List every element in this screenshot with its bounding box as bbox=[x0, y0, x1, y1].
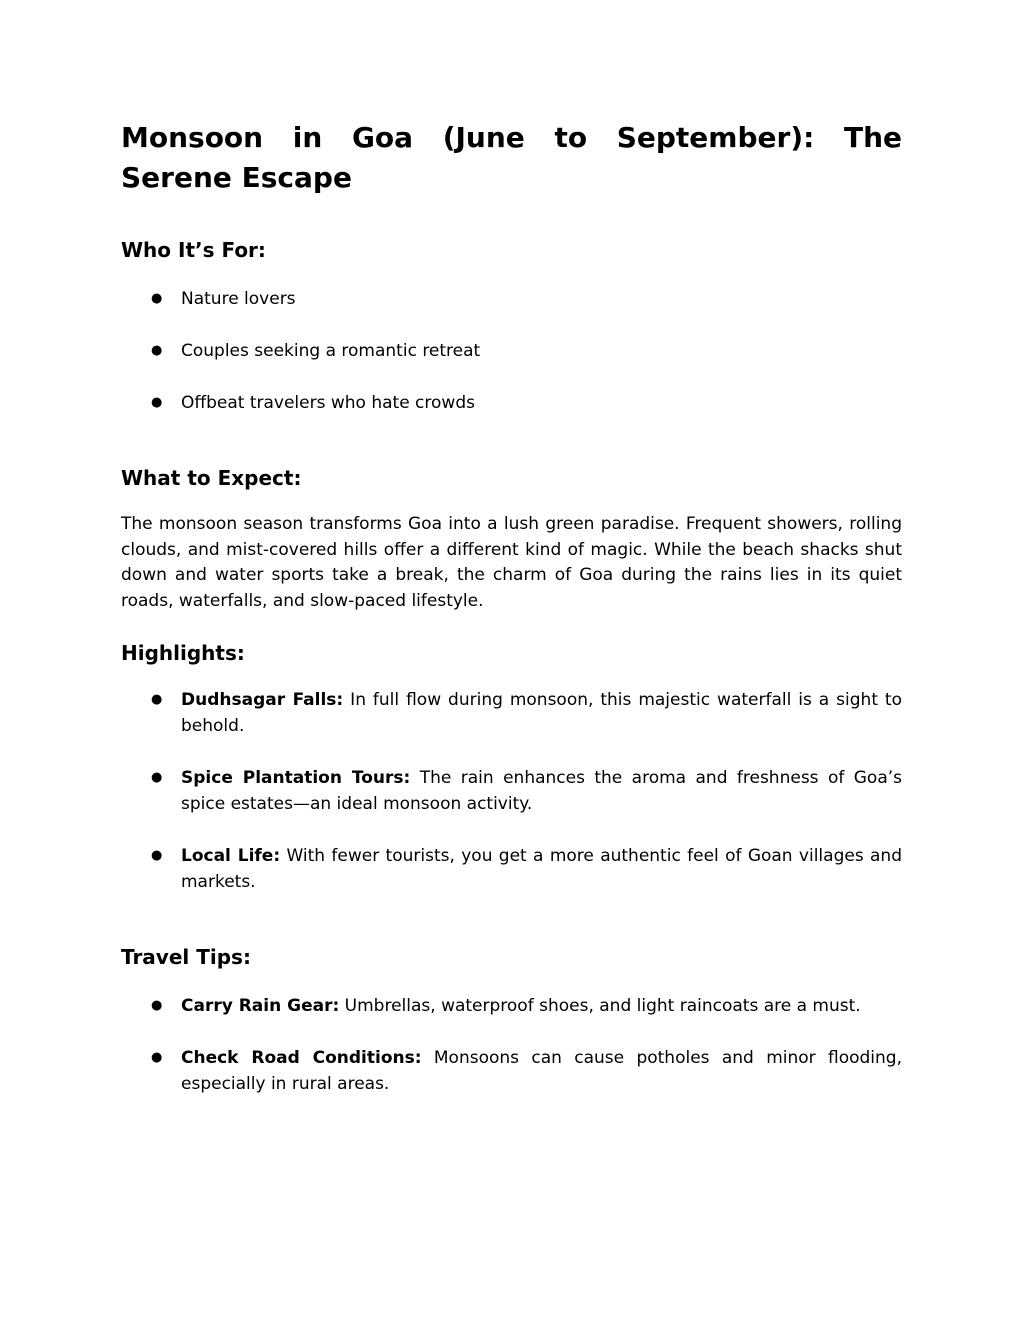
list-item: ● Local Life: With fewer tourists, you get a more authentic feel of Goan villages and markets. bbox=[121, 843, 902, 895]
bullet-icon: ● bbox=[151, 847, 163, 863]
tips-heading: Travel Tips: bbox=[121, 944, 251, 969]
tips-list bbox=[121, 993, 902, 1097]
bullet-icon: ● bbox=[151, 395, 163, 410]
list-item: ● Couples seeking a romantic retreat bbox=[121, 338, 902, 364]
list-item: ● Dudhsagar Falls: In full flow during monsoon, this majestic waterfall is a sight to behold. bbox=[121, 687, 902, 739]
bullet-icon: ● bbox=[151, 691, 163, 707]
expect-paragraph: The monsoon season transforms Goa into a lush green paradise. Frequent showers, rolling clouds, and mist-covered hills offer a different kind of magic. While the beach shacks shut down and water sports take a break, the charm of Goa during the rains lies in its quiet roads, waterfalls, and slow-paced lifestyle. bbox=[121, 514, 902, 612]
bullet-icon: ● bbox=[151, 343, 163, 358]
item-label: Check Road Conditions: bbox=[181, 1047, 422, 1068]
document-page bbox=[121, 118, 902, 1097]
highlights-list bbox=[121, 687, 902, 895]
item-label: Spice Plantation Tours: bbox=[181, 767, 411, 788]
list-item: ● Check Road Conditions: Monsoons can cause potholes and minor flooding, especially in rural areas. bbox=[121, 1045, 902, 1097]
list-item: ● Carry Rain Gear: Umbrellas, waterproof shoes, and light raincoats are a must. bbox=[121, 993, 902, 1019]
bullet-icon: ● bbox=[151, 291, 163, 306]
bullet-icon: ● bbox=[151, 769, 163, 785]
bullet-icon: ● bbox=[151, 1049, 163, 1065]
who-heading: Who It’s For: bbox=[121, 238, 266, 262]
expect-heading: What to Expect: bbox=[121, 466, 302, 490]
page-title: Monsoon in Goa (June to September): The Serene Escape bbox=[121, 121, 902, 194]
highlights-heading: Highlights: bbox=[121, 640, 245, 665]
list-item: ● Spice Plantation Tours: The rain enhances the aroma and freshness of Goa’s spice estates—an ideal monsoon activity. bbox=[121, 765, 902, 817]
who-list bbox=[121, 286, 902, 416]
list-item: ● Nature lovers bbox=[121, 286, 902, 312]
item-label: Dudhsagar Falls: bbox=[181, 689, 344, 710]
bullet-icon: ● bbox=[151, 997, 163, 1013]
item-label: Carry Rain Gear: bbox=[181, 995, 340, 1016]
list-item: ● Offbeat travelers who hate crowds bbox=[121, 390, 902, 416]
item-label: Local Life: bbox=[181, 845, 281, 866]
